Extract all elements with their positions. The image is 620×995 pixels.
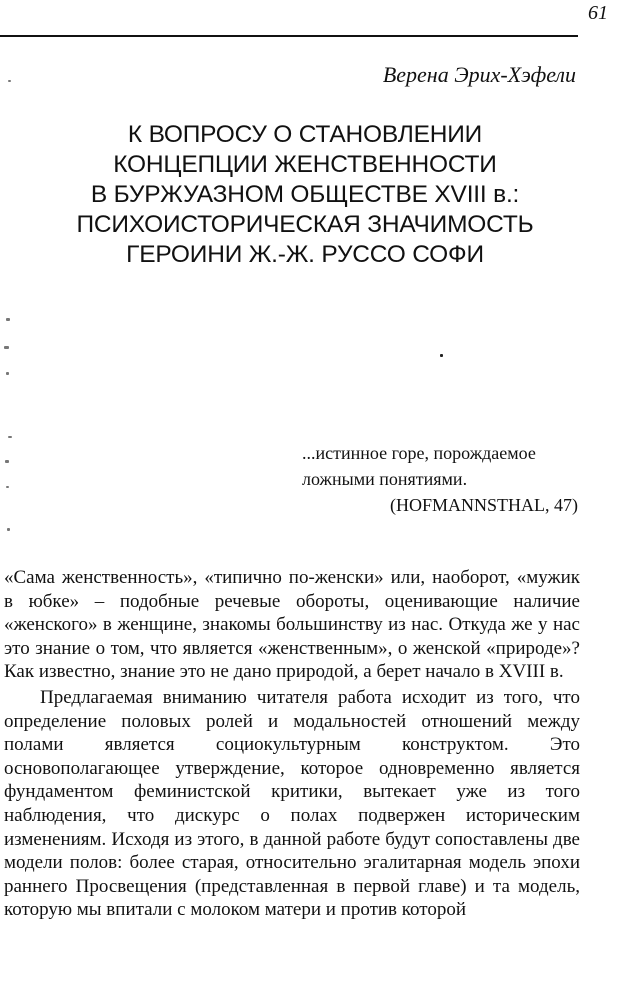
article-title [20,120,590,270]
header-rule [0,35,578,37]
scan-speck [4,346,9,349]
epigraph-line: ...истинное горе, порождаемое [302,443,536,463]
epigraph-line: ложными понятиями. [302,469,468,489]
body-text [4,566,580,922]
scan-speck [6,318,10,321]
scan-speck [440,354,443,357]
scan-speck [6,486,9,488]
page-number: 61 [588,2,608,24]
paragraph: «Сама женственность», «типично по-женски» или, наоборот, «мужик в юбке» – подобные речевые обороты, оценивающие наличие «женского» в женщине, знакомы большинству из нас. Откуда же у нас это знание о том, что является «женственным», о женской «природе»? Как известно, знание это не дано природой, а берет начало в XVIII в. [4,567,580,683]
title-line: КОНЦЕПЦИИ ЖЕНСТВЕННОСТИ [113,151,497,178]
paragraph: Предлагаемая вниманию читателя работа исходит из того, что определение половых ролей и модальностей отношений между полами является социокультурным конструктом. Это основополагающее утверждение, которое одновременно является фундаментом феминистской критики, вытекает уже из того наблюдения, что дискурс о полах подвержен историческим изменениям. Исходя из этого, в данной работе будут сопоставлены две модели полов: более старая, относительно эгалитарная модель эпохи раннего Просвещения (представленная в первой главе) и та модель, которую мы впитали с молоком матери и против которой [4,686,580,921]
scan-speck [8,436,12,438]
title-line: ГЕРОИНИ Ж.-Ж. РУССО СОФИ [126,241,484,268]
scan-speck [7,528,10,531]
author-name: Верена Эрих-Хэфели [382,62,576,87]
scan-speck [8,80,11,82]
scan-speck [6,372,9,375]
epigraph-source: (HOFMANNSTHAL, 47) [390,495,578,515]
title-line: ПСИХОИСТОРИЧЕСКАЯ ЗНАЧИМОСТЬ [76,211,534,238]
title-line: В БУРЖУАЗНОМ ОБЩЕСТВЕ XVIII в.: [90,181,520,208]
epigraph [302,440,578,518]
title-line: К ВОПРОСУ О СТАНОВЛЕНИИ [127,121,483,148]
scan-speck [5,460,9,463]
